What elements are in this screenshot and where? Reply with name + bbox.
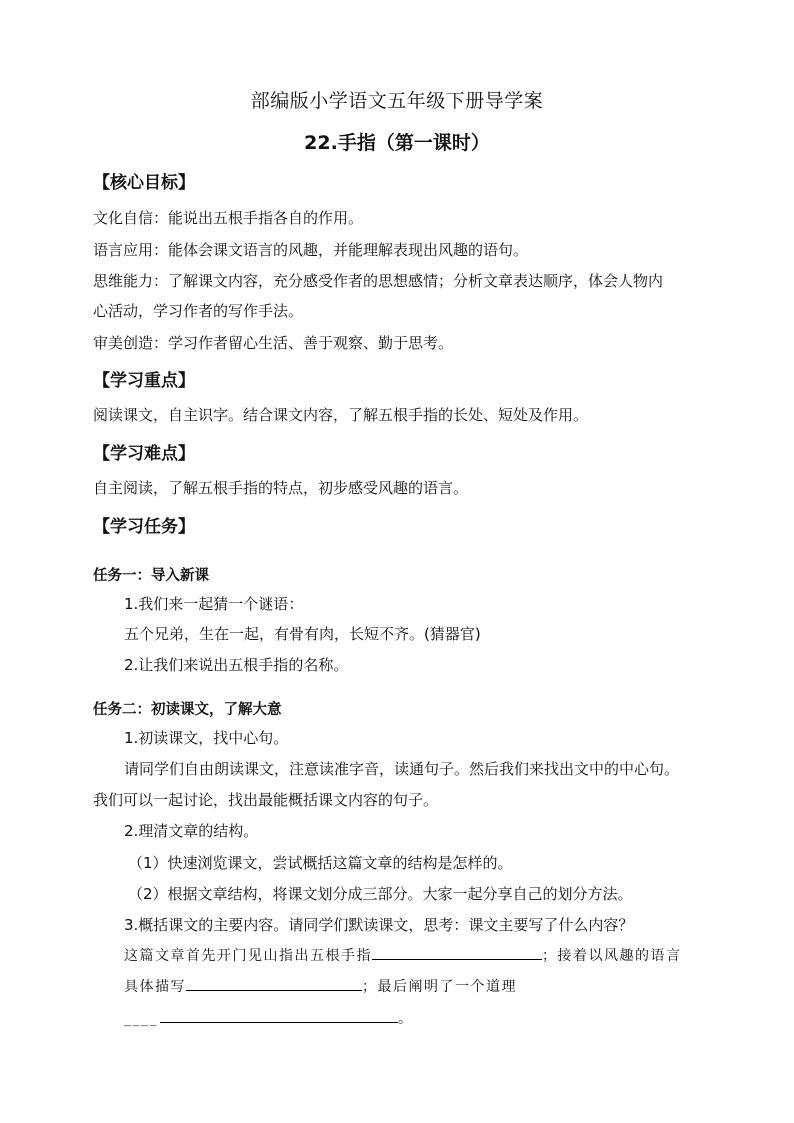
document-title: 部编版小学语文五年级下册导学案	[250, 90, 544, 112]
fill-text: 具体描写	[124, 979, 186, 995]
answer-blank[interactable]	[372, 945, 542, 960]
task2-line: 我们可以一起讨论，找出最能概括课文内容的句子。	[93, 791, 439, 809]
difficulties-text: 自主阅读，了解五根手指的特点，初步感受风趣的语言。	[93, 479, 469, 497]
task1-line: 2.让我们来说出五根手指的名称。	[124, 656, 349, 674]
answer-blank[interactable]	[160, 1008, 398, 1023]
answer-blank[interactable]	[186, 976, 362, 991]
task2-line: 1.初读课文，找中心句。	[124, 729, 289, 747]
fill-text: ；最后阐明了一个道理	[362, 979, 517, 995]
task2-title: 任务二：初读课文，了解大意	[93, 702, 282, 718]
task1-title: 任务一：导入新课	[93, 568, 209, 584]
key-points-heading: 【学习重点】	[93, 371, 195, 391]
fill-text: ；接着以风趣的语言	[542, 948, 682, 964]
goal-item: 审美创造：学习作者留心生活、善于观察、勤于思考。	[93, 334, 454, 352]
goal-item: 语言应用：能体会课文语言的风趣，并能理解表现出风趣的语句。	[93, 241, 529, 259]
fill-line-1	[124, 945, 682, 965]
fill-line-2	[124, 976, 517, 996]
core-goals-heading: 【核心目标】	[93, 173, 195, 193]
fill-text: 。	[398, 1011, 414, 1027]
task1-line: 1.我们来一起猜一个谜语：	[124, 595, 304, 613]
task2-line: （2）根据文章结构，将课文划分成三部分。大家一起分享自己的划分方法。	[128, 885, 633, 903]
difficulties-heading: 【学习难点】	[93, 444, 195, 464]
task2-line: 2.理清文章的结构。	[124, 822, 259, 840]
fill-text: ____	[124, 1011, 158, 1027]
key-points-text: 阅读课文，自主识字。结合课文内容，了解五根手指的长处、短处及作用。	[93, 406, 589, 424]
lesson-title: 22.手指（第一课时）	[304, 132, 490, 154]
task2-line: （1）快速浏览课文，尝试概括这篇文章的结构是怎样的。	[128, 854, 513, 872]
goal-item: 思维能力：了解课文内容，充分感受作者的思想感情；分析文章表达顺序，体会人物内	[93, 272, 664, 290]
fill-line-3	[124, 1008, 414, 1028]
task2-line: 请同学们自由朗读课文，注意读准字音，读通句子。然后我们来找出文中的中心句。	[124, 760, 680, 778]
task2-line: 3.概括课文的主要内容。请同学们默读课文，思考：课文主要写了什么内容？	[124, 916, 634, 934]
goal-item: 心活动，学习作者的写作手法。	[93, 302, 304, 320]
goal-item: 文化自信：能说出五根手指各自的作用。	[93, 209, 364, 227]
tasks-heading: 【学习任务】	[93, 517, 195, 537]
task1-line: 五个兄弟，生在一起，有骨有肉，长短不齐。(猜器官)	[124, 625, 481, 643]
fill-text: 这篇文章首先开门见山指出五根手指	[124, 948, 372, 964]
